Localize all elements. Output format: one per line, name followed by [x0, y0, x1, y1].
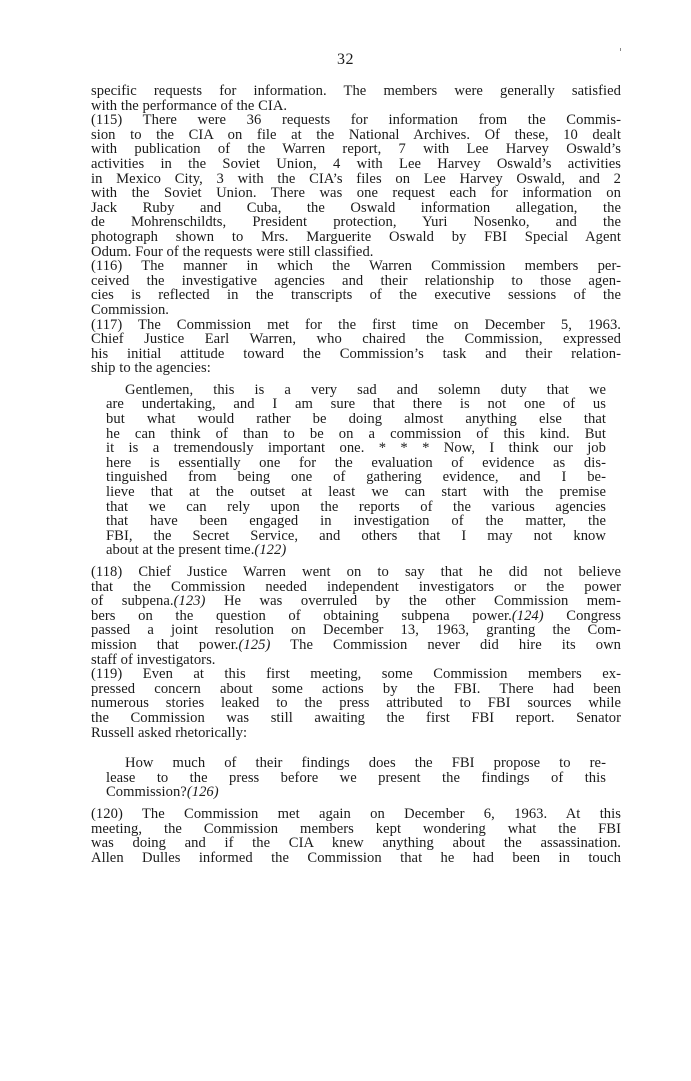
text-line: (118) Chief Justice Warren went on to say that he did not believe	[91, 564, 621, 580]
quote-line: that we can rely upon the reports of the various agencies	[106, 498, 606, 515]
text-line: staff of investigators.	[91, 651, 216, 668]
text-line: photograph shown to Mrs. Marguerite Oswald by FBI Special Agent	[91, 228, 621, 245]
quote-line: that have been engaged in investigation of the matter, the	[106, 513, 606, 530]
text-line: specific requests for information. The members were generally satisfied	[91, 83, 621, 99]
text-line: his initial attitude toward the Commission’s task and their relation-	[91, 345, 621, 362]
text-line: with the Soviet Union. There was one request each for information on	[91, 185, 621, 202]
text-line: in Mexico City, 3 with the CIA’s files on Lee Harvey Oswald, and 2	[91, 170, 621, 187]
text-line: activities in the Soviet Union, 4 with Lee Harvey Oswald’s activities	[91, 155, 621, 172]
quote-line: lease to the press before we present the findings of this	[106, 769, 606, 786]
paragraph-119	[91, 667, 621, 740]
page-number: 32	[337, 51, 354, 68]
text-line: (115) There were 36 requests for information from the Commis-	[91, 112, 621, 129]
text-line	[91, 638, 621, 653]
citation-123: (123)	[173, 593, 206, 610]
text-line: the Commission was still awaiting the first FBI report. Senator	[91, 709, 621, 726]
text-line: (119) Even at this first meeting, some Commission members ex-	[91, 666, 621, 683]
text-line: with publication of the Warren report, 7 with Lee Harvey Oswald’s	[91, 141, 621, 158]
page-body	[91, 84, 621, 865]
citation-122: (122)	[254, 542, 287, 559]
text-line: that the Commission needed independent investigators or the power	[91, 578, 621, 595]
block-quote-warren	[91, 383, 606, 558]
citation-125: (125)	[238, 636, 271, 653]
quote-line: are undertaking, and I am sure that there is not one of us	[106, 396, 606, 413]
text-line: Chief Justice Earl Warren, who chaired the Commission, expressed	[91, 331, 621, 348]
text-line: Russell asked rhetorically:	[91, 724, 248, 741]
text-run: Congress	[543, 607, 622, 624]
text-line: pressed concern about some actions by the FBI. There had been	[91, 680, 621, 697]
text-line: numerous stories leaked to the press attributed to FBI sources while	[91, 695, 621, 712]
text-line: (116) The manner in which the Warren Commission members per-	[91, 258, 621, 275]
text-line: meeting, the Commission members kept wondering what the FBI	[91, 820, 621, 837]
text-line	[91, 609, 621, 624]
quote-line: it is a tremendously important one. * * * Now, I think our job	[106, 440, 606, 457]
quote-line	[106, 785, 606, 800]
text-run: The Commission never did hire its own	[270, 636, 622, 653]
block-quote-russell	[91, 756, 606, 800]
text-run: He was overruled by the other Commission mem-	[205, 593, 621, 610]
text-line: de Mohrenschildts, President protection, Yuri Nosenko, and the	[91, 214, 621, 231]
text-line: Odum. Four of the requests were still classified.	[91, 243, 374, 260]
paragraph-117	[91, 318, 621, 376]
text-run: mission that power.	[91, 636, 239, 653]
paragraph-115	[91, 113, 621, 259]
text-line: ship to the agencies:	[91, 360, 211, 377]
citation-126: (126)	[186, 784, 219, 801]
text-line: cies is reflected in the transcripts of the executive sessions of the	[91, 287, 621, 304]
citation-124: (124)	[511, 607, 544, 624]
text-run: bers on the question of obtaining subpena power.	[91, 607, 512, 624]
text-line: passed a joint resolution on December 13, 1963, granting the Com-	[91, 622, 621, 639]
quote-line: he can think of than to be on a commission of this kind. But	[106, 425, 606, 442]
text-run: of subpena.	[91, 593, 174, 610]
quote-line: lieve that at the outset at least we can start with the premise	[106, 484, 606, 501]
paragraph-120	[91, 807, 621, 865]
text-line: was doing and if the CIA knew anything about the assassination.	[91, 835, 621, 852]
scan-mark	[620, 48, 621, 51]
text-line: ceived the investigative agencies and their relationship to those agen-	[91, 272, 621, 289]
quote-line: FBI, the Secret Service, and others that I may not know	[106, 527, 606, 544]
quote-line: How much of their findings does the FBI propose to re-	[125, 755, 606, 772]
text-line: Allen Dulles informed the Commission that he had been in touch	[91, 849, 621, 866]
quote-line	[106, 543, 606, 558]
text-line: (120) The Commission met again on December 6, 1963. At this	[91, 805, 621, 822]
quote-line: tinguished from being one of gathering evidence, and I be-	[106, 469, 606, 486]
paragraph-118	[91, 565, 621, 667]
quote-text: Commission?	[106, 784, 187, 801]
quote-line: but what would rather be doing almost anything else that	[106, 411, 606, 428]
text-line: sion to the CIA on file at the National Archives. Of these, 10 dealt	[91, 126, 621, 143]
text-line	[91, 594, 621, 609]
quote-line: here is essentially one for the evaluation of evidence as dis-	[106, 454, 606, 471]
text-line: (117) The Commission met for the first time on December 5, 1963.	[91, 316, 621, 333]
paragraph-continuation	[91, 84, 621, 113]
text-line: with the performance of the CIA.	[91, 97, 288, 114]
paragraph-116	[91, 259, 621, 317]
text-line: Jack Ruby and Cuba, the Oswald information allegation, the	[91, 199, 621, 216]
quote-text: about at the present time.	[106, 542, 255, 559]
text-line: Commission.	[91, 301, 169, 318]
quote-line: Gentlemen, this is a very sad and solemn duty that we	[125, 381, 606, 398]
